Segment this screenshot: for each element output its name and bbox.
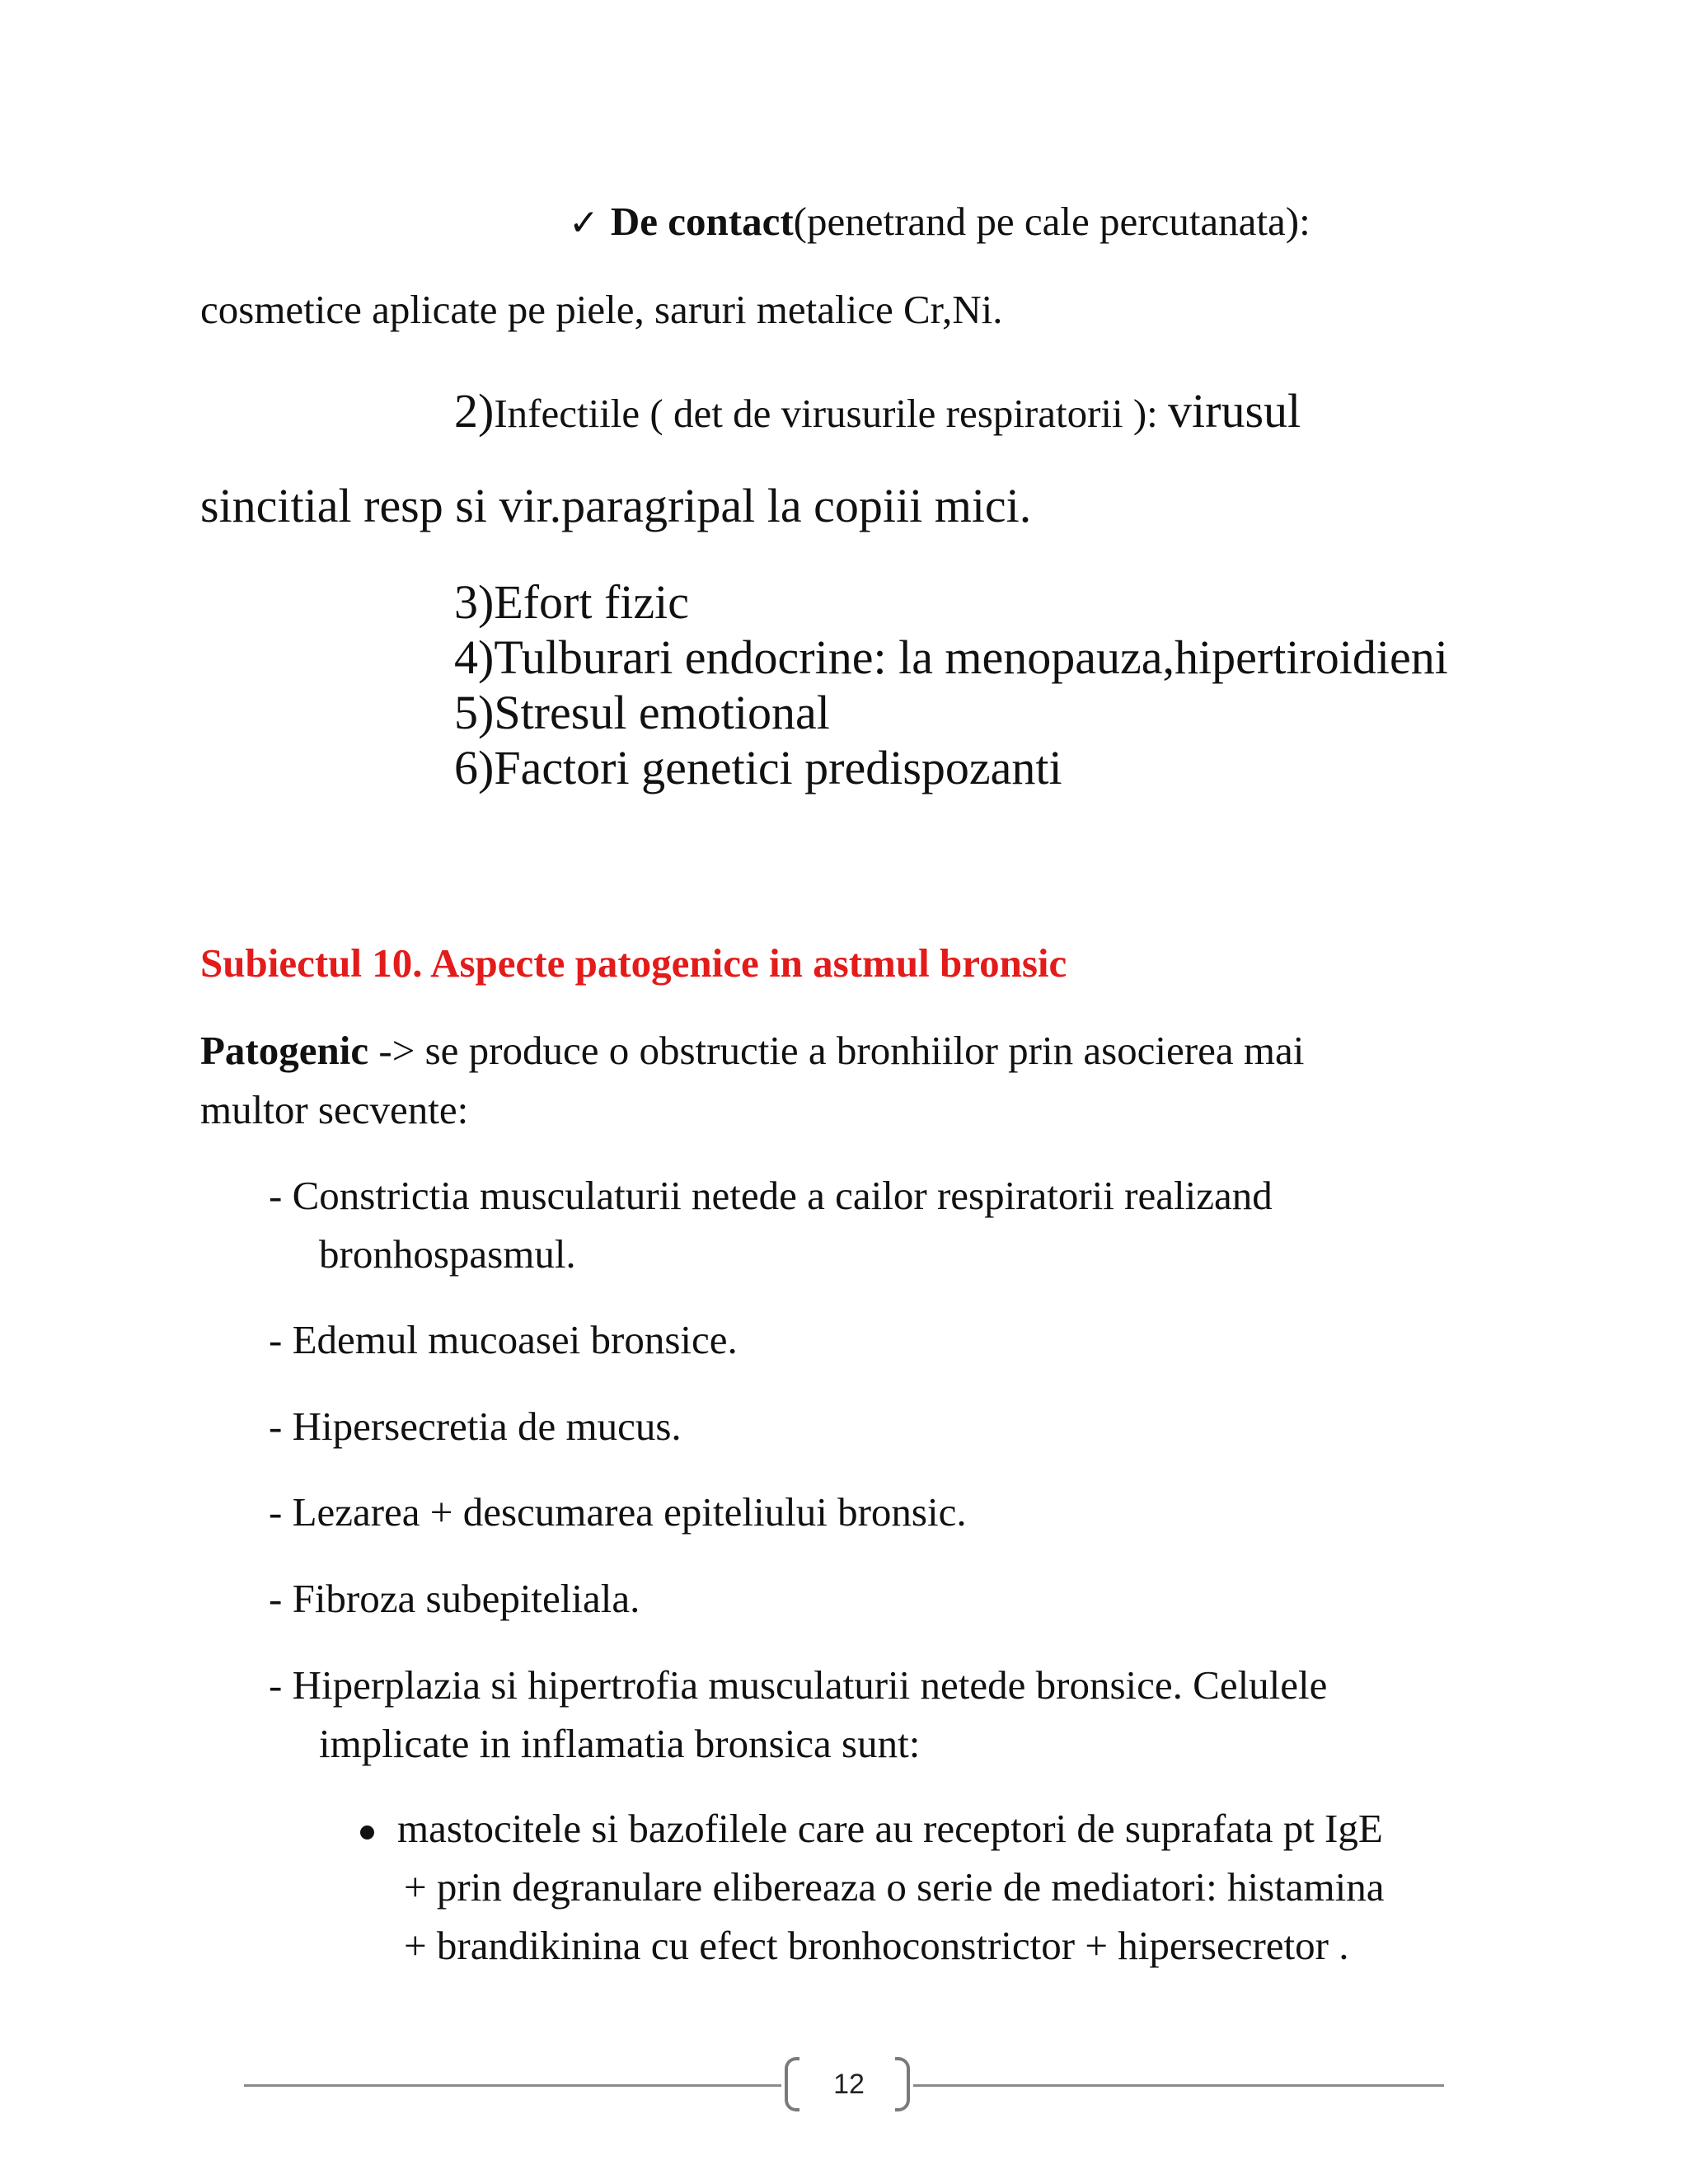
infections-text: Infectiile ( det de virusurile respiratorii ): [494,391,1169,436]
footer-rule-right [913,2084,1444,2087]
left-brace-icon [785,2057,799,2111]
bullet-dot-icon [360,1825,374,1840]
infections-continuation: sincitial resp si vir.paragripal la copiii mici. [200,479,1032,532]
infections-big: virusul [1168,384,1301,438]
intro-continuation: multor secvente: [200,1087,469,1132]
item-6: 6)Factori genetici predispozanti [454,741,1062,794]
contact-continuation: cosmetice aplicate pe piele, saruri metalice Cr,Ni. [200,287,1003,332]
infections-number: 2) [454,384,495,438]
right-brace-icon [895,2057,910,2111]
bullet-line-1: mastocitele si bazofilele care au receptori de suprafata pt IgE [397,1806,1383,1851]
dash-item-3: - Hipersecretia de mucus. [269,1404,682,1449]
item-4: 4)Tulburari endocrine: la menopauza,hipertiroidieni [454,630,1448,684]
item-5: 5)Stresul emotional [454,686,830,739]
bullet-line-2: + prin degranulare elibereaza o serie de mediatori: histamina [404,1864,1385,1910]
page-number: 12 [833,2069,865,2100]
dash-item-4: - Lezarea + descumarea epiteliului bronsic. [269,1489,967,1535]
infections-line [454,383,1301,438]
footer-rule-left [244,2084,781,2087]
dash-item-6b: implicate in inflamatia bronsica sunt: [319,1721,921,1766]
section-heading: Subiectul 10. Aspecte patogenice in astmul bronsic [200,940,1067,986]
contact-rest: (penetrand pe cale percutanata): [793,199,1311,244]
dash-item-2: - Edemul mucoasei bronsice. [269,1317,738,1362]
checkmark-icon: ✓ [569,202,599,244]
dash-item-5: - Fibroza subepiteliala. [269,1576,640,1621]
intro-line [200,1027,1304,1074]
item-3: 3)Efort fizic [454,575,690,629]
contact-line [569,198,1311,245]
dash-item-1b: bronhospasmul. [319,1231,576,1277]
intro-rest: -> se produce o obstructie a bronhiilor prin asocierea mai [368,1028,1305,1073]
contact-bold: De contact [610,199,794,244]
dash-item-1a: - Constrictia musculaturii netede a cailor respiratorii realizand [269,1173,1273,1218]
bullet-line-3: + brandikinina cu efect bronhoconstrictor + hipersecretor . [404,1923,1349,1968]
intro-bold: Patogenic [200,1028,369,1073]
dash-item-6a: - Hiperplazia si hipertrofia musculaturii netede bronsice. Celulele [269,1662,1328,1708]
